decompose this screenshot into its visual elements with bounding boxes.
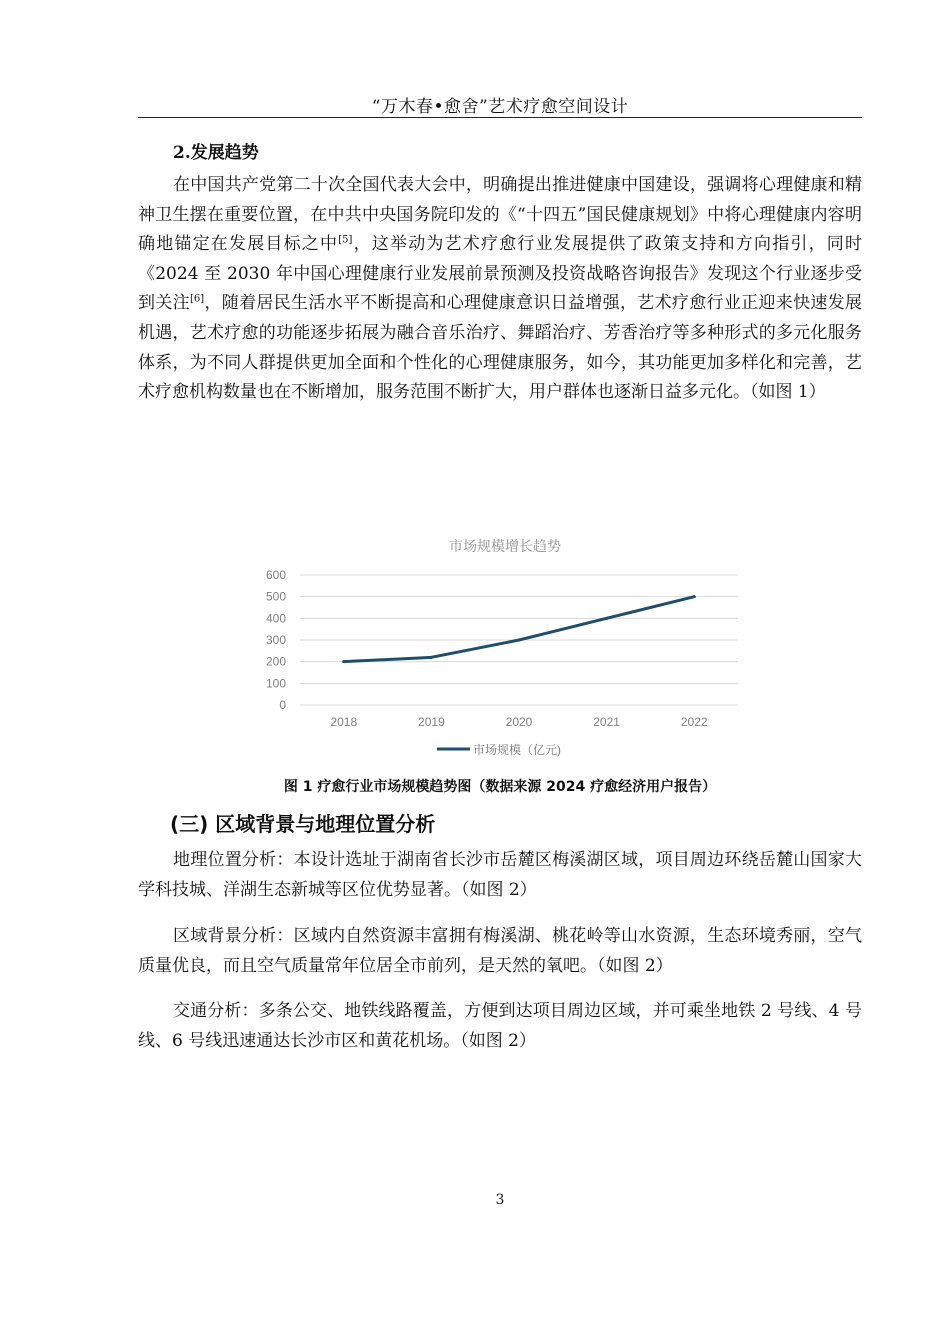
x-tick-label: 2020 — [505, 715, 533, 729]
x-tick-label: 2018 — [330, 715, 358, 729]
header-rule — [138, 117, 862, 118]
chart-title: 市场规模增长趋势 — [449, 538, 561, 554]
data-point-2022 — [693, 595, 696, 598]
data-point-2019 — [430, 656, 433, 659]
y-tick-label: 400 — [265, 611, 286, 626]
paragraph-development-trend — [138, 171, 862, 408]
data-point-2018 — [342, 660, 345, 663]
section-title: 2.发展趋势 — [173, 143, 259, 163]
data-point-2021 — [605, 617, 608, 620]
legend-label: 市场规模（亿元) — [473, 743, 561, 757]
paragraph-region-background: 区域背景分析：区域内自然资源丰富拥有梅溪湖、桃花岭等山水资源，生态环境秀丽，空气质量优良，而且空气质量常年位居全市前列，是天然的氧吧。（如图 2） — [138, 926, 862, 976]
paragraph-transport: 交通分析：多条公交、地铁线路覆盖，方便到达项目周边区域，并可乘坐地铁 2 号线、4 号线、6 号线迅速通达长沙市区和黄花机场。（如图 2） — [138, 1001, 862, 1051]
market-size-line-chart — [260, 525, 760, 775]
paragraph1-part1: 在中国共产党第二十次全国代表大会中，明确提出推进健康中国建设，强调将心理健康和精神卫生摆在重要位置，在中共中央国务院印发的《“十四五”国民健康规划》中将心理健康内容明确地锚定在发展目标之中 — [138, 175, 862, 255]
subsection-title: (三) 区域背景与地理位置分析 — [170, 812, 436, 836]
citation-5: [5] — [338, 234, 353, 246]
paragraph-location: 地理位置分析：本设计选址于湖南省长沙市岳麓区梅溪湖区域，项目周边环绕岳麓山国家大学科技城、洋湖生态新城等区位优势显著。（如图 2） — [138, 850, 862, 900]
citation-6: [6] — [189, 293, 205, 305]
paragraph1-part3: ，随着居民生活水平不断提高和心理健康意识日益增强，艺术疗愈行业正迎来快速发展机遇，艺术疗愈的功能逐步拓展为融合音乐治疗、舞蹈治疗、芳香治疗等多种形式的多元化服务体系，为不同人群提供更加全面和个性化的心理健康服务，如今，其功能更加多样化和完善，艺术疗愈机构数量也在不断增加，服务范围不断扩大，用户群体也逐渐日益多元化。（如图 1） — [138, 293, 863, 403]
y-tick-label: 200 — [265, 654, 286, 669]
page-header-title: “万木春•愈舍”艺术疗愈空间设计 — [371, 97, 629, 117]
paragraph1-part2: ，这举动为艺术疗愈行业发展提供了政策支持和方向指引，同时《2024 至 2030 年中国心理健康行业发展前景预测及投资战略咨询报告》发现这个行业逐步受到关注 — [138, 234, 863, 314]
page-number: 3 — [495, 1192, 505, 1208]
x-tick-label: 2021 — [593, 715, 620, 729]
y-tick-label: 500 — [265, 589, 286, 604]
y-tick-label: 0 — [279, 698, 286, 712]
x-tick-label: 2019 — [418, 715, 445, 729]
y-tick-label: 600 — [265, 568, 286, 582]
data-point-2020 — [518, 639, 521, 642]
series-line-market-size — [344, 597, 694, 662]
x-tick-label: 2022 — [680, 715, 708, 729]
y-tick-label: 100 — [265, 676, 286, 691]
y-tick-label: 300 — [265, 633, 286, 647]
figure-caption: 图 1 疗愈行业市场规模趋势图（数据来源 2024 疗愈经济用户报告） — [283, 779, 717, 795]
